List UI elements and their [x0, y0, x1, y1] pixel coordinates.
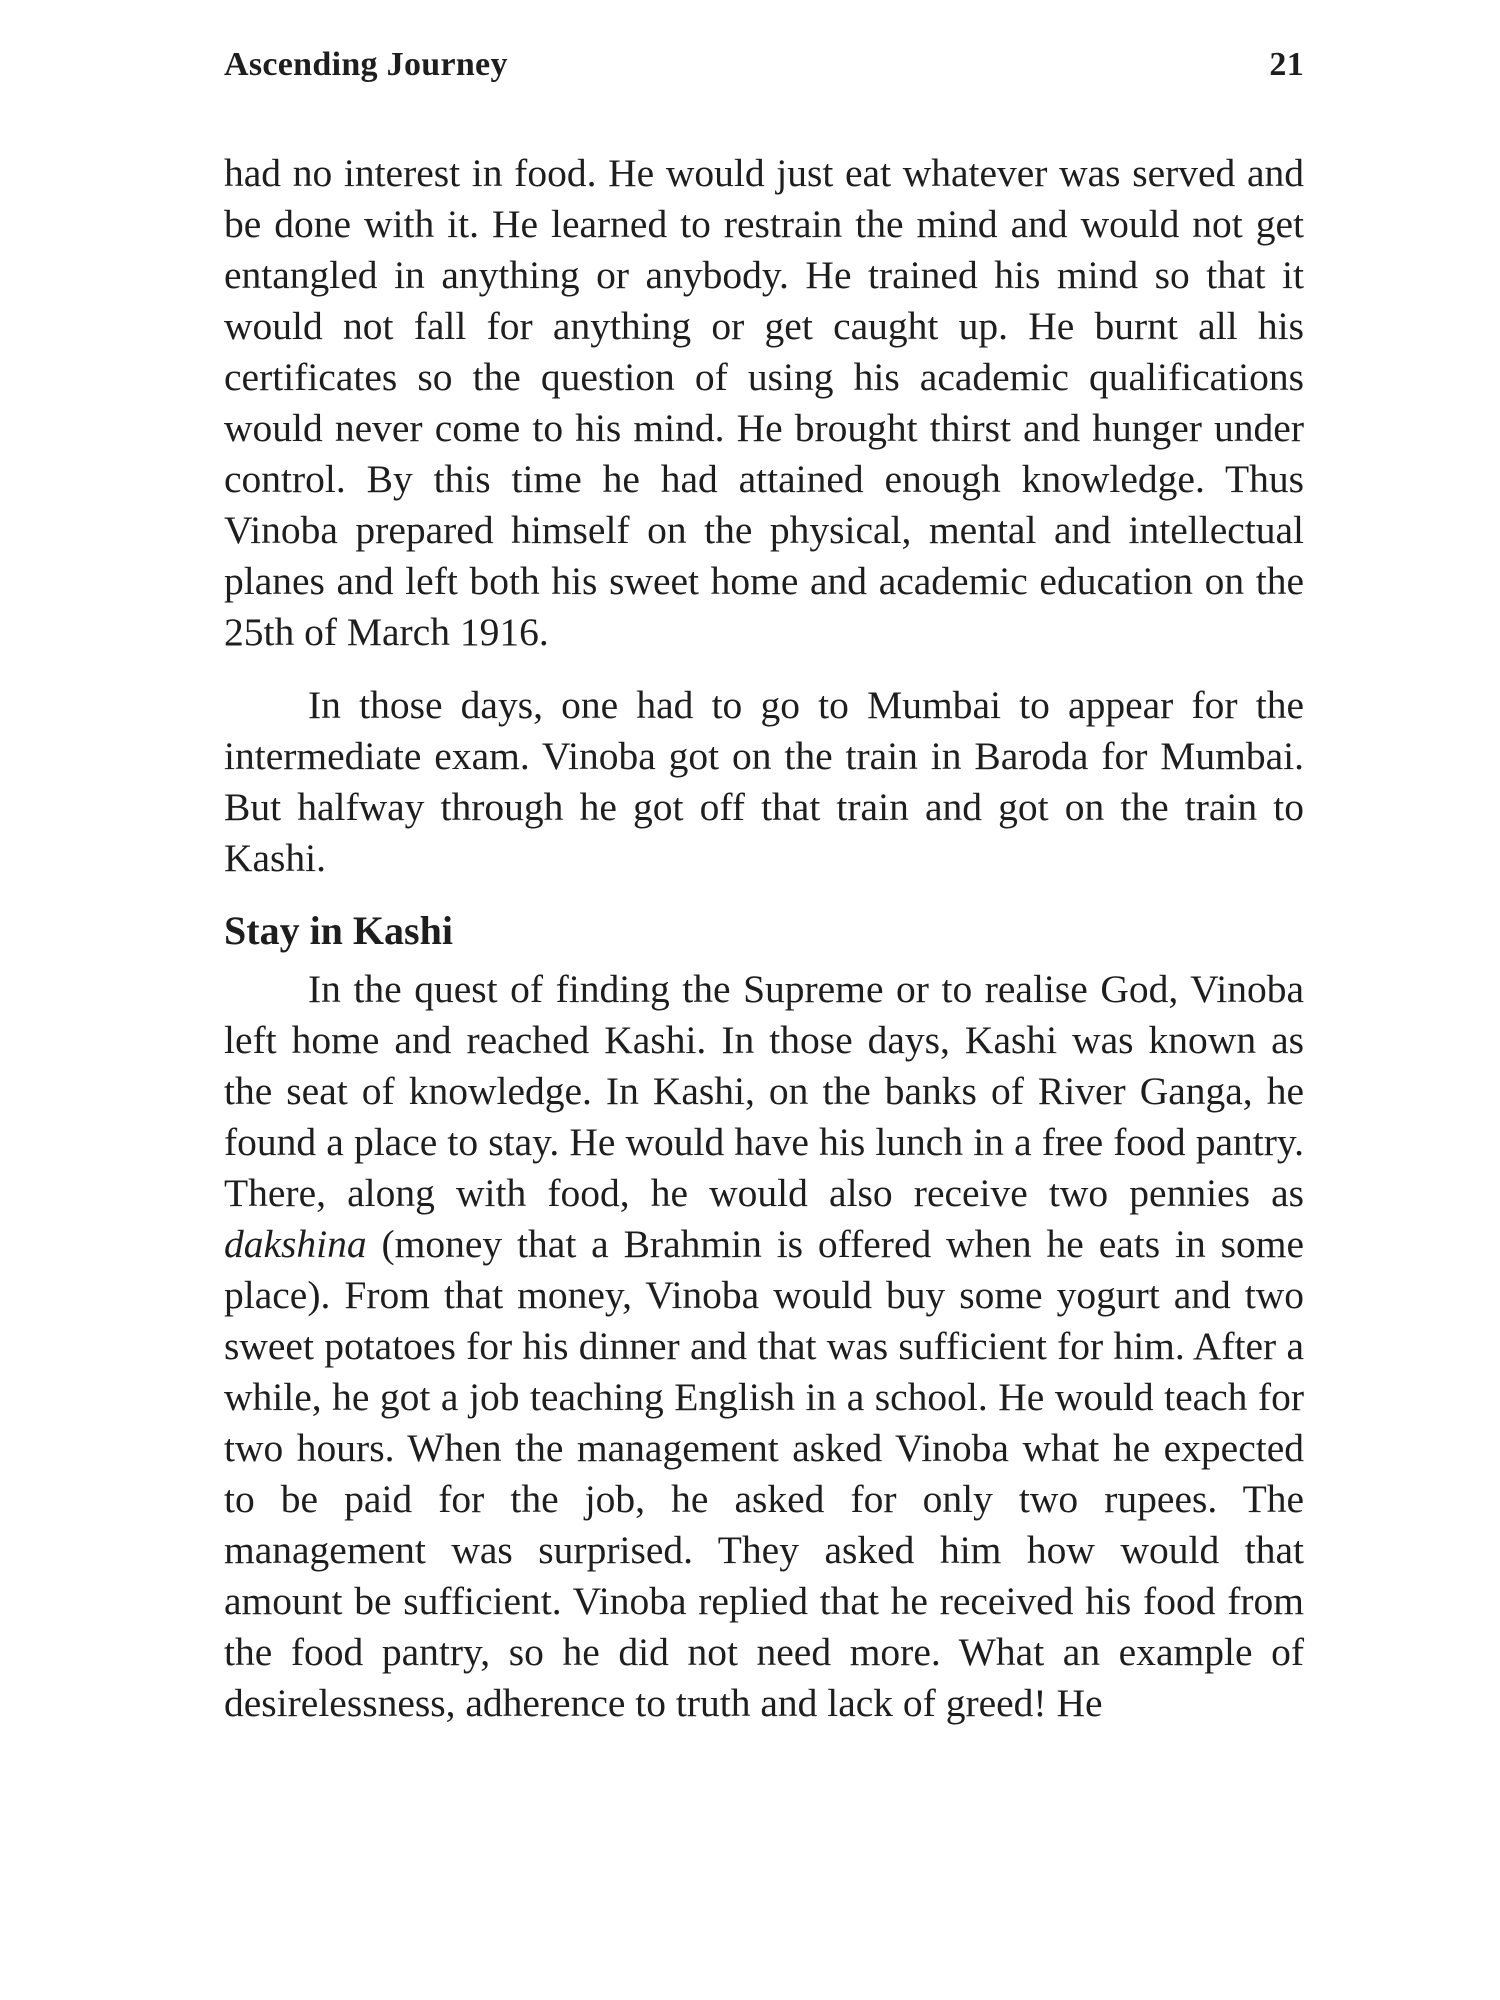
paragraph-stay-in-kashi: [224, 964, 1304, 1729]
paragraph-text-before-term: In the quest of finding the Supreme or to realise God, Vinoba left home and reached Kashi. In those days, Kashi was known as the seat of knowledge. In Kashi, on the banks of River Ganga, he found a place to stay. He would have his lunch in a free food pantry. There, along with food, he would also receive two pennies as: [224, 967, 1304, 1215]
paragraph-train-journey: In those days, one had to go to Mumbai to appear for the intermediate exam. Vinoba got on the train in Baroda for Mumbai. But halfway through he got off that train and got on the train to Kashi.: [224, 683, 1304, 880]
paragraph-continued: had no interest in food. He would just eat whatever was served and be done with it. He learned to restrain the mind and would not get entangled in anything or anybody. He trained his mind so that it would not fall for anything or get caught up. He burnt all his certificates so the question of using his academic qualifications would never come to his mind. He brought thirst and hunger under control. By this time he had attained enough knowledge. Thus Vinoba prepared himself on the physical, mental and intellectual planes and left both his sweet home and academic education on the 25th of March 1916.: [224, 151, 1304, 654]
running-header: [224, 40, 1304, 90]
italic-term-dakshina: dakshina: [224, 1222, 367, 1266]
paragraph-text-after-term: (money that a Brahmin is offered when he eats in some place). From that money, Vinoba would buy some yogurt and two sweet potatoes for his dinner and that was sufficient for him. After a while, he got a job teaching English in a school. He would teach for two hours. When the management asked Vinoba what he expected to be paid for the job, he asked for only two rupees. The management was surprised. They asked him how would that amount be sufficient. Vinoba replied that he received his food from the food pantry, so he did not need more. What an example of desirelessness, adherence to truth and lack of greed! He: [224, 1222, 1304, 1725]
body-text: [224, 148, 1304, 1729]
section-heading: Stay in Kashi: [224, 908, 453, 953]
running-title: Ascending Journey: [224, 46, 508, 83]
page-number: 21: [1269, 46, 1304, 83]
